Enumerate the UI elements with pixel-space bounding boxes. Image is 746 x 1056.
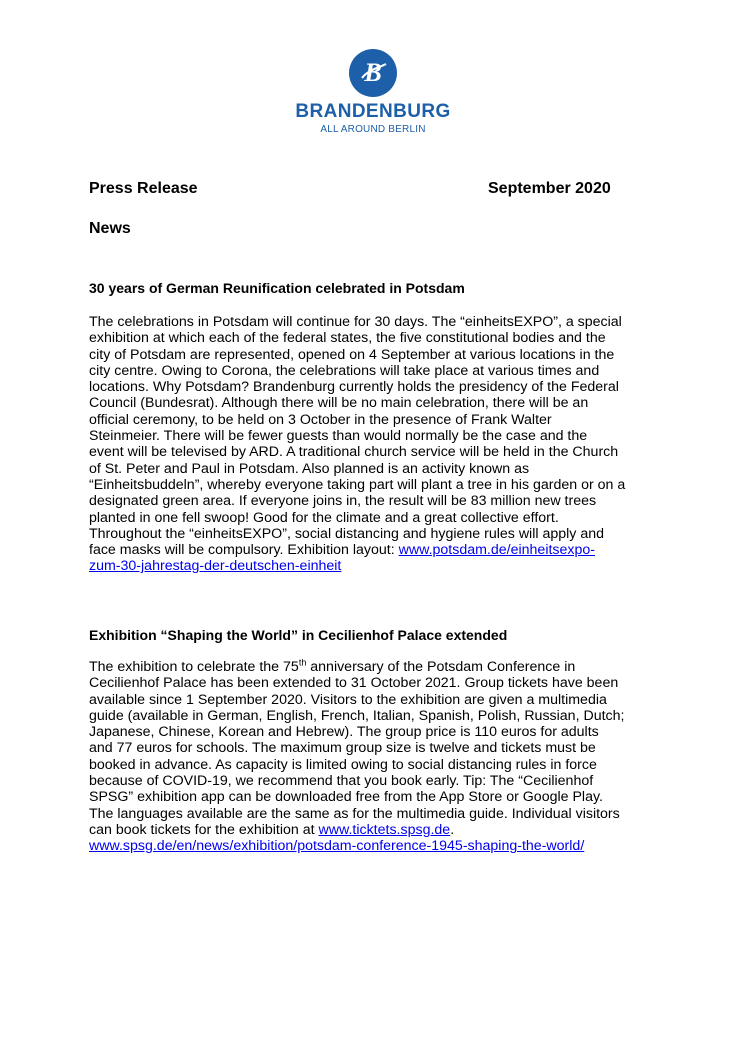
article1-body xyxy=(89,314,669,575)
article2-body-pre: The exhibition to celebrate the 75 xyxy=(89,659,299,675)
brand-name: BRANDENBURG xyxy=(295,101,451,122)
section-heading: News xyxy=(89,220,131,237)
article2-body-post: anniversary of the Potsdam Conference in Cecilienhof Palace has been extended to 31 October 2021. Group tickets have been available since 1 September 2020. Visitors to the exhibition are given a multimedia guide (available in German, English, French, Italian, Spanish, Polish, Russian, Dutch; Japanese, Chinese, Korean and Hebrew). The group price is 110 euros for adults and 77 euros for schools. The maximum group size is twelve and tickets must be booked in advance. As capacity is limited owing to social distancing rules in force because of COVID-19, we recommend that you book early. Tip: The “Cecilienhof SPSG” exhibition app can be downloaded free from the App Store or Google Play. The languages available are the same as for the multimedia guide. Individual visitors can book tickets for the exhibition at xyxy=(89,659,625,838)
spsg-exhibition-link[interactable]: www.spsg.de/en/news/exhibition/potsdam-conference-1945-shaping-the-world/ xyxy=(89,838,585,855)
article1-title: 30 years of German Reunification celebrated in Potsdam xyxy=(89,280,465,296)
article2-title: Exhibition “Shaping the World” in Cecilienhof Palace extended xyxy=(89,627,508,643)
ordinal-suffix: th xyxy=(298,657,307,668)
tickets-link-suffix: . xyxy=(450,821,455,838)
exhibition-layout-link-cont[interactable]: zum-30-jahrestag-der-deutschen-einheit xyxy=(89,558,342,575)
article2-body xyxy=(89,659,669,855)
brand-logo xyxy=(0,48,746,136)
doc-type-heading: Press Release xyxy=(89,180,198,197)
logo-monogram: B xyxy=(364,58,382,87)
brand-tagline: ALL AROUND BERLIN xyxy=(320,124,426,135)
doc-date: September 2020 xyxy=(488,180,611,197)
brandenburg-logo-icon xyxy=(348,48,398,98)
article1-body-text: The celebrations in Potsdam will continue for 30 days. The “einheitsEXPO”, a special exhibition at which each of the federal states, the five constitutional bodies and the city of Potsdam are represented, opened on 4 September at various locations in the city centre. Owing to Corona, the celebrations will take place at various times and locations. Why Potsdam? Brandenburg currently holds the presidency of the Federal Council (Bundesrat). Although there will be no main celebration, there will be an official ceremony, to be held on 3 October in the presence of Frank Walter Steinmeier. There will be fewer guests than would normally be the case and the event will be televised by ARD. A traditional church service will be held in the Church of St. Peter and Paul in Potsdam. Also planned is an activity known as “Einheitsbuddeln”, whereby everyone taking part will plant a tree in his garden or on a designated green area. If everyone joins in, the result will be 83 million new trees planted in one fell swoop! Good for the climate and a great collective effort. Throughout the “einheitsEXPO”, social distancing and hygiene rules will apply and face masks will be compulsory. Exhibition layout: xyxy=(89,314,626,559)
tickets-link[interactable]: www.ticktets.spsg.de xyxy=(318,821,451,838)
exhibition-layout-link[interactable]: www.potsdam.de/einheitsexpo- xyxy=(398,542,595,559)
